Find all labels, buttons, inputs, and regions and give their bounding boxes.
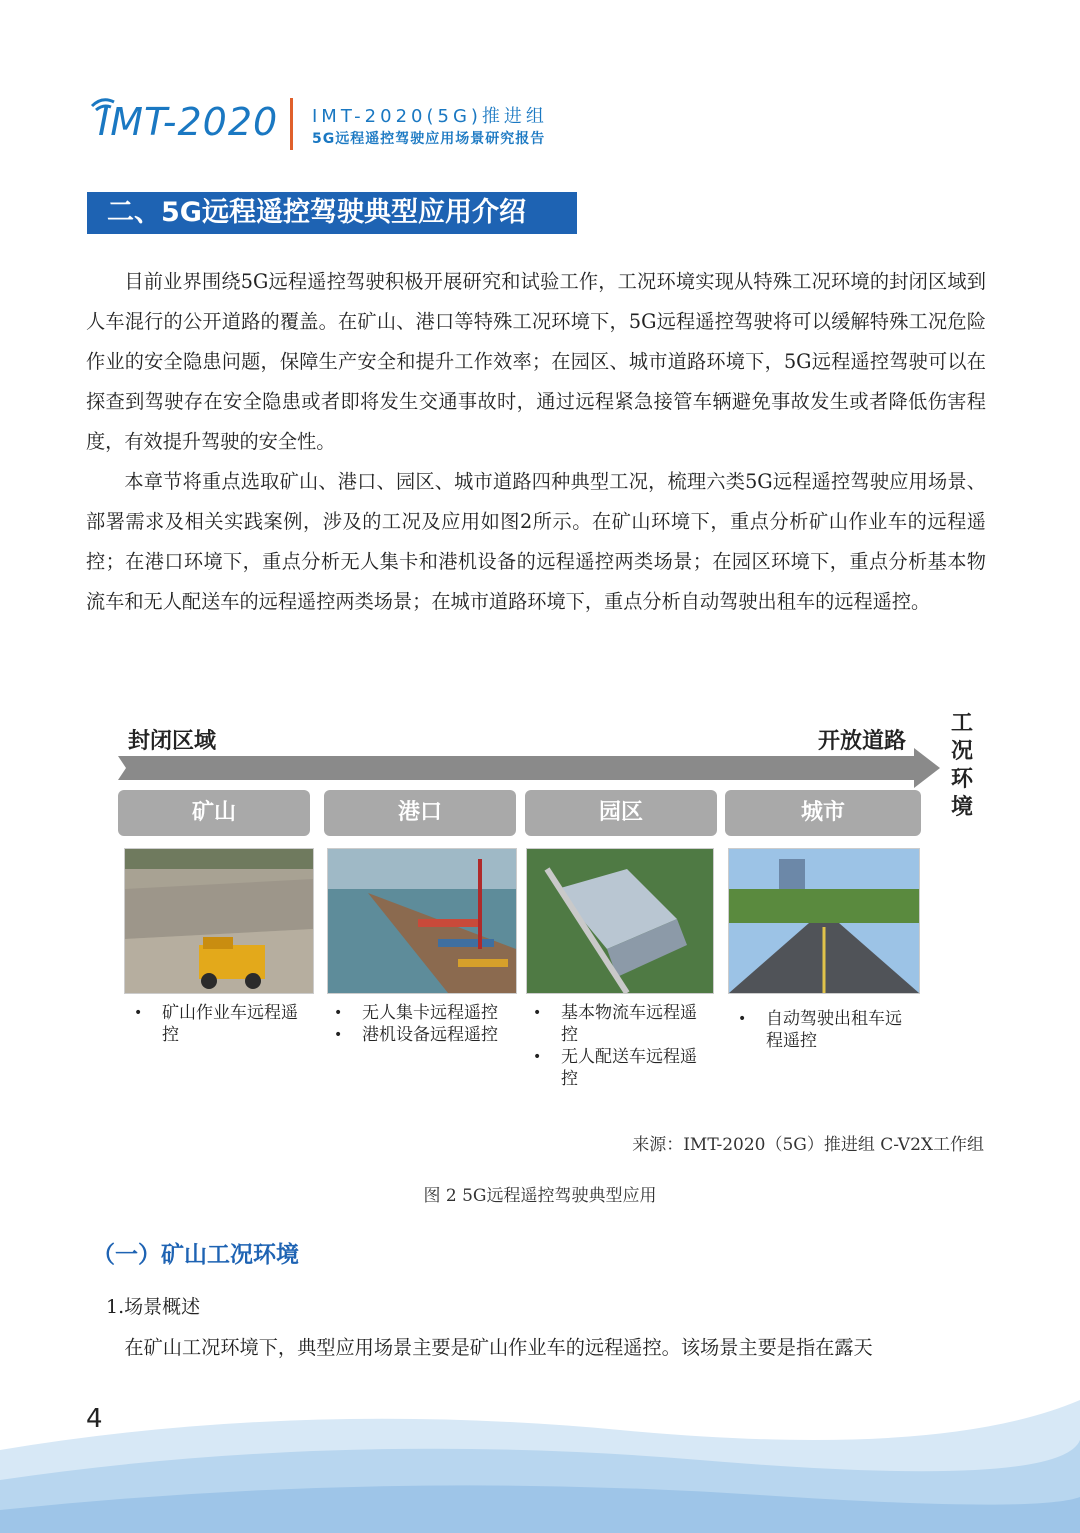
park-photo: [526, 848, 714, 994]
axis-title: 工况环境: [950, 711, 973, 820]
header-report-title: 5G远程遥控驾驶应用场景研究报告: [312, 131, 546, 147]
figure-source: 来源：IMT-2020（5G）推进组 C-V2X工作组: [632, 1135, 984, 1155]
category-park: 园区: [525, 790, 717, 836]
mine-bullet-list: [124, 1002, 314, 1046]
list-item: • 自动驾驶出租车远程遥控: [728, 1008, 918, 1052]
closed-area-label: 封闭区域: [128, 729, 217, 754]
mine-photo: [124, 848, 314, 994]
figure-caption: 图 2 5G远程遥控驾驶典型应用: [423, 1186, 657, 1206]
port-bullet-list: [324, 1002, 514, 1046]
paragraph-2: 本章节将重点选取矿山、港口、园区、城市道路四种典型工况，梳理六类5G远程遥控驾驶应用场景、部署需求及相关实践案例，涉及的工况及应用如图2所示。在矿山环境下，重点分析矿山作业车的远程遥控；在港口环境下，重点分析无人集卡和港机设备的远程遥控两类场景；在园区环境下，重点分析基本物流车和无人配送车的远程遥控两类场景；在城市道路环境下，重点分析自动驾驶出租车的远程遥控。: [86, 470, 986, 613]
list-item: • 无人集卡远程遥控: [324, 1002, 514, 1024]
header-divider: [290, 98, 293, 150]
logo-text: IMT-2020: [98, 100, 279, 144]
list-item: • 无人配送车远程遥控: [523, 1046, 713, 1090]
header-org: IMT-2020(5G)推进组: [312, 106, 548, 127]
port-photo: [327, 848, 517, 994]
category-mine: 矿山: [118, 790, 310, 836]
section-title: 二、5G远程遥控驾驶典型应用介绍: [87, 192, 577, 234]
arrow-icon: [118, 748, 942, 792]
item-title: 1.场景概述: [106, 1296, 201, 1318]
park-bullet-list: [523, 1002, 713, 1090]
page-number: 4: [86, 1404, 103, 1434]
list-item: • 基本物流车远程遥控: [523, 1002, 713, 1046]
list-item: • 矿山作业车远程遥控: [124, 1002, 314, 1046]
city-photo: [728, 848, 920, 994]
open-road-label: 开放道路: [818, 729, 907, 754]
paragraph-3: 在矿山工况环境下，典型应用场景主要是矿山作业车的远程遥控。该场景主要是指在露天: [124, 1336, 873, 1359]
list-item: • 港机设备远程遥控: [324, 1024, 514, 1046]
city-bullet-list: [728, 1008, 918, 1052]
category-city: 城市: [725, 790, 921, 836]
category-port: 港口: [324, 790, 516, 836]
footer-wave-decoration: [0, 1360, 1080, 1533]
paragraph-1: 目前业界围绕5G远程遥控驾驶积极开展研究和试验工作，工况环境实现从特殊工况环境的封闭区域到人车混行的公开道路的覆盖。在矿山、港口等特殊工况环境下，5G远程遥控驾驶将可以缓解特殊工况危险作业的安全隐患问题，保障生产安全和提升工作效率；在园区、城市道路环境下，5G远程遥控驾驶可以在探查到驾驶存在安全隐患或者即将发生交通事故时，通过远程紧急接管车辆避免事故发生或者降低伤害程度，有效提升驾驶的安全性。: [86, 270, 986, 453]
subsection-title: （一）矿山工况环境: [92, 1242, 299, 1268]
